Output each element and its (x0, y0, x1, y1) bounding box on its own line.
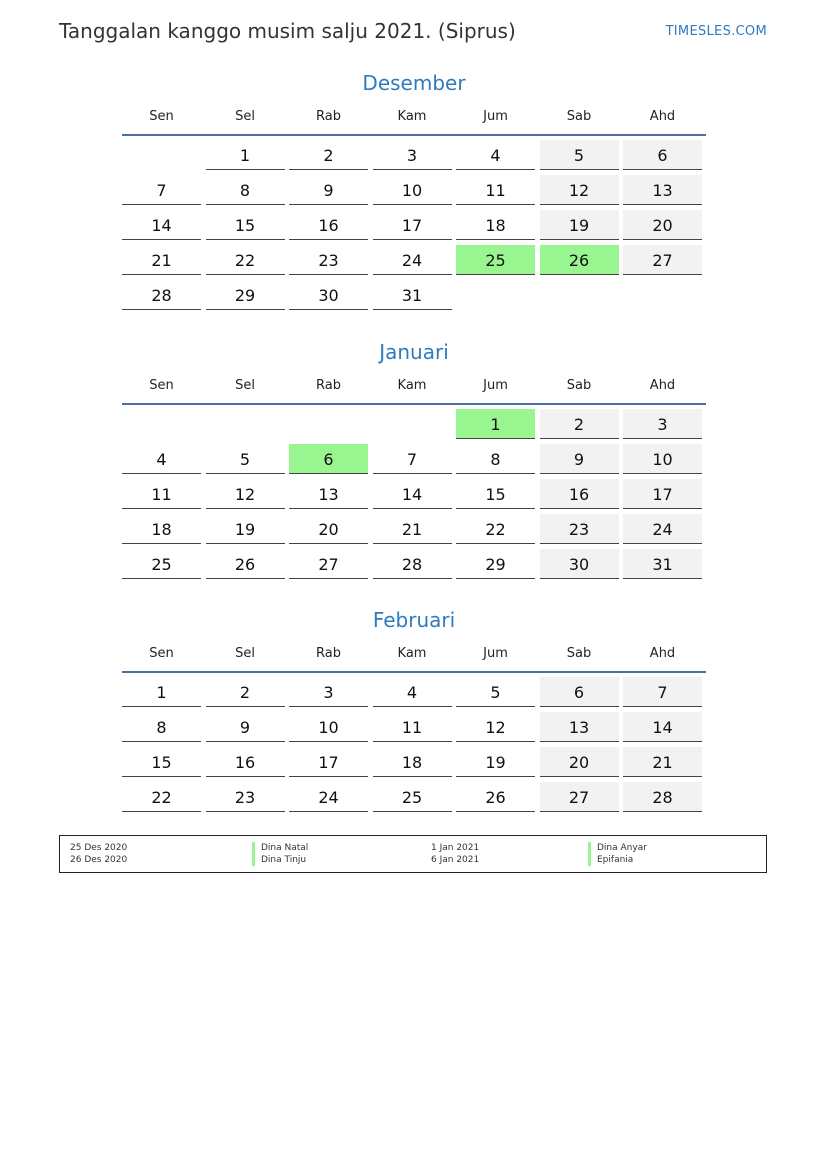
weekday-label: Jum (483, 378, 508, 393)
day-cell: 19 (206, 514, 285, 544)
day-cell: 25 (122, 549, 201, 579)
day-cell: 31 (373, 280, 452, 310)
site-link[interactable]: TIMESLES.COM (665, 24, 767, 39)
day-cell: 28 (122, 280, 201, 310)
day-cell: 14 (623, 712, 702, 742)
legend-date: 1 Jan 2021 (431, 843, 480, 853)
day-cell: 4 (456, 140, 535, 170)
day-cell: 27 (540, 782, 619, 812)
empty-cell (289, 409, 368, 438)
legend-holiday-name: Dina Tinju (252, 854, 308, 866)
legend-date: 25 Des 2020 (70, 843, 128, 853)
day-cell: 15 (122, 747, 201, 777)
weekday-label: Sen (149, 378, 174, 393)
day-cell: 16 (540, 479, 619, 509)
legend-dates-left (70, 842, 127, 866)
day-cell: 7 (623, 677, 702, 707)
day-cell: 8 (206, 175, 285, 205)
weekday-label: Sel (235, 109, 255, 124)
day-cell: 17 (623, 479, 702, 509)
day-cell: 12 (206, 479, 285, 509)
day-cell: 12 (540, 175, 619, 205)
day-cell: 20 (289, 514, 368, 544)
weekday-label: Sel (235, 646, 255, 661)
day-cell: 29 (206, 280, 285, 310)
day-cell: 1 (122, 677, 201, 707)
weekday-header (122, 371, 706, 401)
day-cell: 20 (623, 210, 702, 240)
legend-dates-right (431, 842, 479, 866)
day-cell: 6 (540, 677, 619, 707)
day-cell: 13 (540, 712, 619, 742)
day-cell: 18 (456, 210, 535, 240)
day-cell: 29 (456, 549, 535, 579)
day-cell: 31 (623, 549, 702, 579)
legend-date: 6 Jan 2021 (431, 855, 480, 865)
day-cell: 18 (373, 747, 452, 777)
holiday-day-cell: 25 (456, 245, 535, 275)
day-cell: 26 (456, 782, 535, 812)
day-cell: 24 (623, 514, 702, 544)
day-grid (122, 409, 706, 579)
day-cell: 23 (289, 245, 368, 275)
legend-holiday-name: Dina Natal (252, 842, 308, 854)
weekday-label: Jum (483, 646, 508, 661)
day-cell: 4 (122, 444, 201, 474)
day-cell: 10 (373, 175, 452, 205)
day-cell: 30 (289, 280, 368, 310)
divider (122, 403, 706, 405)
empty-cell (122, 140, 201, 169)
day-cell: 14 (122, 210, 201, 240)
day-cell: 23 (540, 514, 619, 544)
day-cell: 28 (623, 782, 702, 812)
day-cell: 24 (289, 782, 368, 812)
holiday-day-cell: 26 (540, 245, 619, 275)
day-cell: 10 (289, 712, 368, 742)
day-cell: 5 (206, 444, 285, 474)
day-cell: 8 (122, 712, 201, 742)
day-cell: 11 (456, 175, 535, 205)
day-cell: 11 (373, 712, 452, 742)
weekday-label: Sab (566, 109, 592, 124)
day-cell: 6 (623, 140, 702, 170)
day-cell: 30 (540, 549, 619, 579)
day-cell: 22 (122, 782, 201, 812)
day-cell: 27 (623, 245, 702, 275)
weekday-label: Jum (483, 109, 508, 124)
day-cell: 17 (373, 210, 452, 240)
day-cell: 22 (456, 514, 535, 544)
legend-holiday-name: Dina Anyar (588, 842, 647, 854)
weekday-label: Ahd (649, 109, 676, 124)
weekday-label: Rab (316, 646, 341, 661)
day-cell: 12 (456, 712, 535, 742)
divider (122, 134, 706, 136)
holiday-day-cell: 6 (289, 444, 368, 474)
day-cell: 5 (456, 677, 535, 707)
weekday-label: Sen (149, 109, 174, 124)
day-cell: 9 (540, 444, 619, 474)
day-cell: 21 (122, 245, 201, 275)
legend-holiday-name: Epifania (588, 854, 647, 866)
page-title: Tanggalan kanggo musim salju 2021. (Siprus) (59, 19, 516, 43)
day-cell: 14 (373, 479, 452, 509)
weekday-header (122, 639, 706, 669)
weekday-label: Sab (566, 646, 592, 661)
month-december (122, 68, 706, 310)
day-cell: 3 (623, 409, 702, 439)
month-title: Januari (379, 340, 449, 364)
weekday-header (122, 102, 706, 132)
legend-names-left (252, 842, 308, 866)
legend-date: 26 Des 2020 (70, 855, 128, 865)
day-cell: 17 (289, 747, 368, 777)
day-cell: 1 (206, 140, 285, 170)
legend-names-right (588, 842, 647, 866)
day-cell: 26 (206, 549, 285, 579)
day-cell: 16 (289, 210, 368, 240)
weekday-label: Rab (316, 109, 341, 124)
weekday-label: Kam (397, 378, 427, 393)
empty-cell (373, 409, 452, 438)
month-january (122, 337, 706, 579)
day-cell: 28 (373, 549, 452, 579)
day-cell: 2 (206, 677, 285, 707)
day-cell: 9 (289, 175, 368, 205)
day-cell: 18 (122, 514, 201, 544)
day-cell: 10 (623, 444, 702, 474)
day-cell: 19 (540, 210, 619, 240)
day-cell: 13 (289, 479, 368, 509)
day-cell: 7 (373, 444, 452, 474)
holiday-legend (59, 835, 767, 873)
day-cell: 2 (540, 409, 619, 439)
weekday-label: Sab (566, 378, 592, 393)
weekday-label: Sen (149, 646, 174, 661)
day-cell: 5 (540, 140, 619, 170)
weekday-label: Kam (397, 109, 427, 124)
month-title: Februari (372, 608, 456, 632)
day-cell: 27 (289, 549, 368, 579)
day-cell: 15 (456, 479, 535, 509)
empty-cell (206, 409, 285, 438)
weekday-label: Ahd (649, 646, 676, 661)
day-cell: 21 (623, 747, 702, 777)
month-title: Desember (362, 71, 466, 95)
day-grid (122, 140, 706, 310)
weekday-label: Ahd (649, 378, 676, 393)
day-cell: 22 (206, 245, 285, 275)
weekday-label: Sel (235, 378, 255, 393)
day-cell: 8 (456, 444, 535, 474)
day-cell: 7 (122, 175, 201, 205)
day-cell: 15 (206, 210, 285, 240)
empty-cell (122, 409, 201, 438)
day-cell: 19 (456, 747, 535, 777)
day-cell: 16 (206, 747, 285, 777)
day-cell: 13 (623, 175, 702, 205)
day-cell: 11 (122, 479, 201, 509)
day-cell: 20 (540, 747, 619, 777)
holiday-day-cell: 1 (456, 409, 535, 439)
day-cell: 3 (289, 677, 368, 707)
divider (122, 671, 706, 673)
day-grid (122, 677, 706, 812)
day-cell: 3 (373, 140, 452, 170)
day-cell: 4 (373, 677, 452, 707)
weekday-label: Kam (397, 646, 427, 661)
day-cell: 9 (206, 712, 285, 742)
day-cell: 24 (373, 245, 452, 275)
weekday-label: Rab (316, 378, 341, 393)
day-cell: 21 (373, 514, 452, 544)
day-cell: 25 (373, 782, 452, 812)
day-cell: 2 (289, 140, 368, 170)
day-cell: 23 (206, 782, 285, 812)
month-february (122, 605, 706, 812)
